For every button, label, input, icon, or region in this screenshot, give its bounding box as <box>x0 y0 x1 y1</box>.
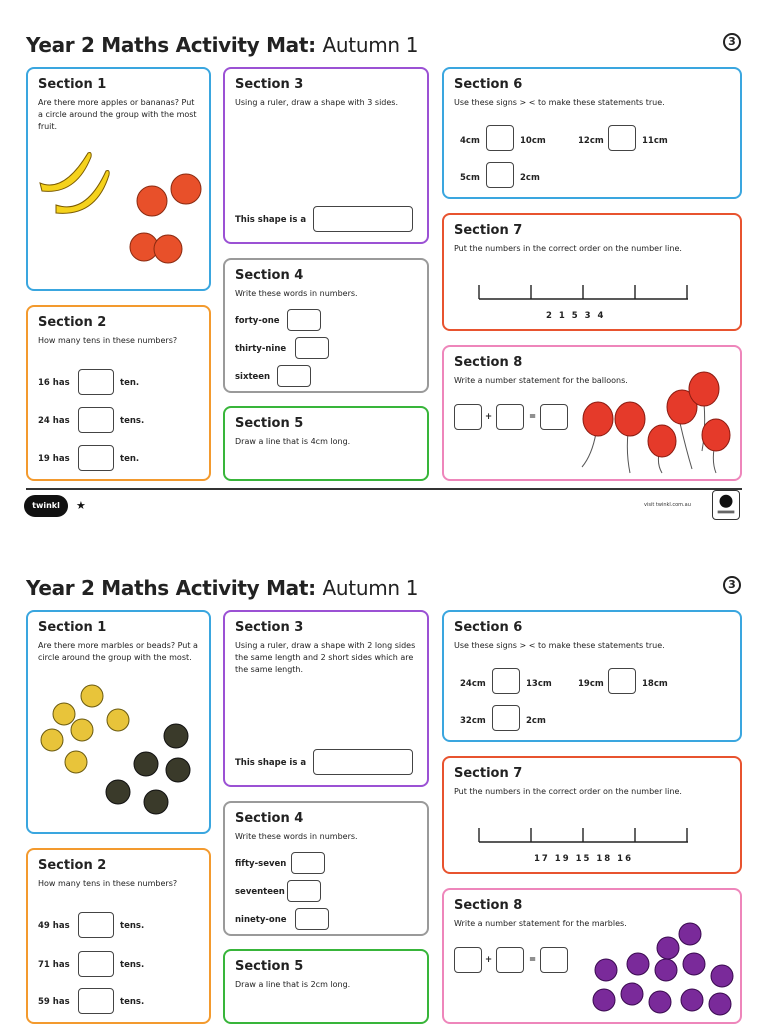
number-answer-box[interactable] <box>277 365 311 387</box>
sign-answer-box[interactable] <box>492 668 520 694</box>
sign-answer-box[interactable] <box>486 162 514 188</box>
mat-number-badge: 3 <box>723 576 741 594</box>
section-3-card <box>223 67 429 244</box>
footer-divider <box>26 488 742 490</box>
section-8-card <box>442 888 742 1024</box>
section-instructions: Write these words in numbers. <box>235 289 358 298</box>
comparison-right: 2cm <box>526 716 546 726</box>
plus-sign: + <box>485 412 493 422</box>
comparison-left: 5cm <box>460 173 480 183</box>
title-bold: Year 2 Maths Activity Mat: <box>26 576 316 600</box>
shape-prompt: This shape is a <box>235 215 307 225</box>
number-answer-box[interactable] <box>295 337 329 359</box>
number-word: seventeen <box>235 887 285 897</box>
section-instructions: Draw a line that is 4cm long. <box>235 437 351 446</box>
quality-standard-badge-icon <box>712 490 740 520</box>
star-icon: ★ <box>76 499 86 512</box>
section-8-card <box>442 345 742 481</box>
shape-name-box[interactable] <box>313 206 413 232</box>
number-line[interactable] <box>478 283 690 303</box>
section-title: Section 1 <box>38 77 107 92</box>
tens-answer-box[interactable] <box>78 445 114 471</box>
number-answer-box[interactable] <box>295 908 329 930</box>
purple-marbles-icon[interactable] <box>586 920 738 1020</box>
number-statement-box[interactable] <box>496 404 524 430</box>
section-4-card <box>223 801 429 936</box>
number-answer-box[interactable] <box>287 880 321 902</box>
tens-answer-box[interactable] <box>78 369 114 395</box>
page-title <box>26 33 418 57</box>
section-7-card <box>442 213 742 331</box>
comparison-left: 4cm <box>460 136 480 146</box>
numbers-to-order: 2 1 5 3 4 <box>546 311 606 321</box>
tens-suffix: tens. <box>120 997 145 1007</box>
section-6-card <box>442 610 742 742</box>
sign-answer-box[interactable] <box>486 125 514 151</box>
section-instructions: Using a ruler, draw a shape with 3 sides. <box>235 98 398 107</box>
tens-question-label: 19 has <box>38 454 70 464</box>
tens-suffix: tens. <box>120 960 145 970</box>
section-instructions: How many tens in these numbers? <box>38 336 178 345</box>
section-4-card <box>223 258 429 393</box>
number-word: sixteen <box>235 372 271 382</box>
section-title: Section 6 <box>454 77 523 92</box>
section-title: Section 2 <box>38 315 107 330</box>
number-statement-box[interactable] <box>496 947 524 973</box>
tens-suffix: ten. <box>120 378 140 388</box>
comparison-right: 18cm <box>642 679 668 689</box>
plus-sign: + <box>485 955 493 965</box>
section-instructions: Write these words in numbers. <box>235 832 358 841</box>
tens-question-label: 16 has <box>38 378 70 388</box>
comparison-left: 19cm <box>578 679 604 689</box>
bananas-and-apples-icon[interactable] <box>36 145 206 270</box>
section-1-card <box>26 67 211 291</box>
section-title: Section 8 <box>454 355 523 370</box>
website-link[interactable]: visit twinkl.com.au <box>644 502 691 508</box>
section-3-card <box>223 610 429 787</box>
comparison-left: 32cm <box>460 716 486 726</box>
number-word: fifty-seven <box>235 859 287 869</box>
section-title: Section 7 <box>454 223 523 238</box>
tens-answer-box[interactable] <box>78 988 114 1014</box>
comparison-right: 2cm <box>520 173 540 183</box>
comparison-right: 13cm <box>526 679 552 689</box>
section-instructions: Use these signs > < to make these statements true. <box>454 641 665 650</box>
sign-answer-box[interactable] <box>608 668 636 694</box>
tens-question-label: 59 has <box>38 997 70 1007</box>
section-title: Section 4 <box>235 811 304 826</box>
section-title: Section 7 <box>454 766 523 781</box>
equals-sign: = <box>529 412 537 422</box>
number-statement-box[interactable] <box>540 404 568 430</box>
number-word: thirty-nine <box>235 344 287 354</box>
number-line[interactable] <box>478 826 690 846</box>
comparison-left: 24cm <box>460 679 486 689</box>
tens-answer-box[interactable] <box>78 912 114 938</box>
tens-question-label: 49 has <box>38 921 70 931</box>
section-title: Section 6 <box>454 620 523 635</box>
mat-number-badge: 3 <box>723 33 741 51</box>
red-balloons-icon[interactable] <box>576 369 736 477</box>
number-answer-box[interactable] <box>287 309 321 331</box>
shape-prompt: This shape is a <box>235 758 307 768</box>
section-instructions: Draw a line that is 2cm long. <box>235 980 351 989</box>
section-instructions: Write a number statement for the marbles. <box>454 919 627 928</box>
tens-answer-box[interactable] <box>78 407 114 433</box>
section-2-card <box>26 848 211 1024</box>
section-7-card <box>442 756 742 874</box>
section-instructions: Use these signs > < to make these statements true. <box>454 98 665 107</box>
section-instructions: Are there more marbles or beads? Put a circle around the group with the most. <box>38 641 198 662</box>
tens-suffix: tens. <box>120 416 145 426</box>
title-subtitle: Autumn 1 <box>322 576 419 600</box>
section-5-card <box>223 949 429 1024</box>
equals-sign: = <box>529 955 537 965</box>
page-title <box>26 576 418 600</box>
comparison-left: 12cm <box>578 136 604 146</box>
section-title: Section 5 <box>235 959 304 974</box>
section-title: Section 3 <box>235 620 304 635</box>
section-title: Section 5 <box>235 416 304 431</box>
section-title: Section 8 <box>454 898 523 913</box>
tens-suffix: ten. <box>120 454 140 464</box>
comparison-right: 11cm <box>642 136 668 146</box>
section-title: Section 2 <box>38 858 107 873</box>
number-word: forty-one <box>235 316 280 326</box>
twinkl-logo[interactable]: twinkl <box>24 495 68 517</box>
section-title: Section 1 <box>38 620 107 635</box>
section-1-card <box>26 610 211 834</box>
number-word: ninety-one <box>235 915 287 925</box>
title-subtitle: Autumn 1 <box>322 33 419 57</box>
section-instructions: Are there more apples or bananas? Put a circle around the group with the most fruit. <box>38 98 197 131</box>
section-instructions: Put the numbers in the correct order on the number line. <box>454 787 682 796</box>
title-bold: Year 2 Maths Activity Mat: <box>26 33 316 57</box>
section-instructions: How many tens in these numbers? <box>38 879 178 888</box>
numbers-to-order: 17 19 15 18 16 <box>534 854 633 864</box>
section-title: Section 3 <box>235 77 304 92</box>
number-answer-box[interactable] <box>291 852 325 874</box>
number-statement-box[interactable] <box>540 947 568 973</box>
section-instructions: Using a ruler, draw a shape with 2 long sides the same length and 2 short sides which are the same length. <box>235 641 416 674</box>
section-title: Section 4 <box>235 268 304 283</box>
shape-name-box[interactable] <box>313 749 413 775</box>
marbles-and-beads-icon[interactable] <box>36 684 206 824</box>
section-instructions: Write a number statement for the balloons. <box>454 376 628 385</box>
section-2-card <box>26 305 211 481</box>
tens-answer-box[interactable] <box>78 951 114 977</box>
tens-question-label: 71 has <box>38 960 70 970</box>
sign-answer-box[interactable] <box>608 125 636 151</box>
section-6-card <box>442 67 742 199</box>
tens-suffix: tens. <box>120 921 145 931</box>
number-statement-box[interactable] <box>454 404 482 430</box>
number-statement-box[interactable] <box>454 947 482 973</box>
section-instructions: Put the numbers in the correct order on the number line. <box>454 244 682 253</box>
comparison-right: 10cm <box>520 136 546 146</box>
section-5-card <box>223 406 429 481</box>
sign-answer-box[interactable] <box>492 705 520 731</box>
tens-question-label: 24 has <box>38 416 70 426</box>
